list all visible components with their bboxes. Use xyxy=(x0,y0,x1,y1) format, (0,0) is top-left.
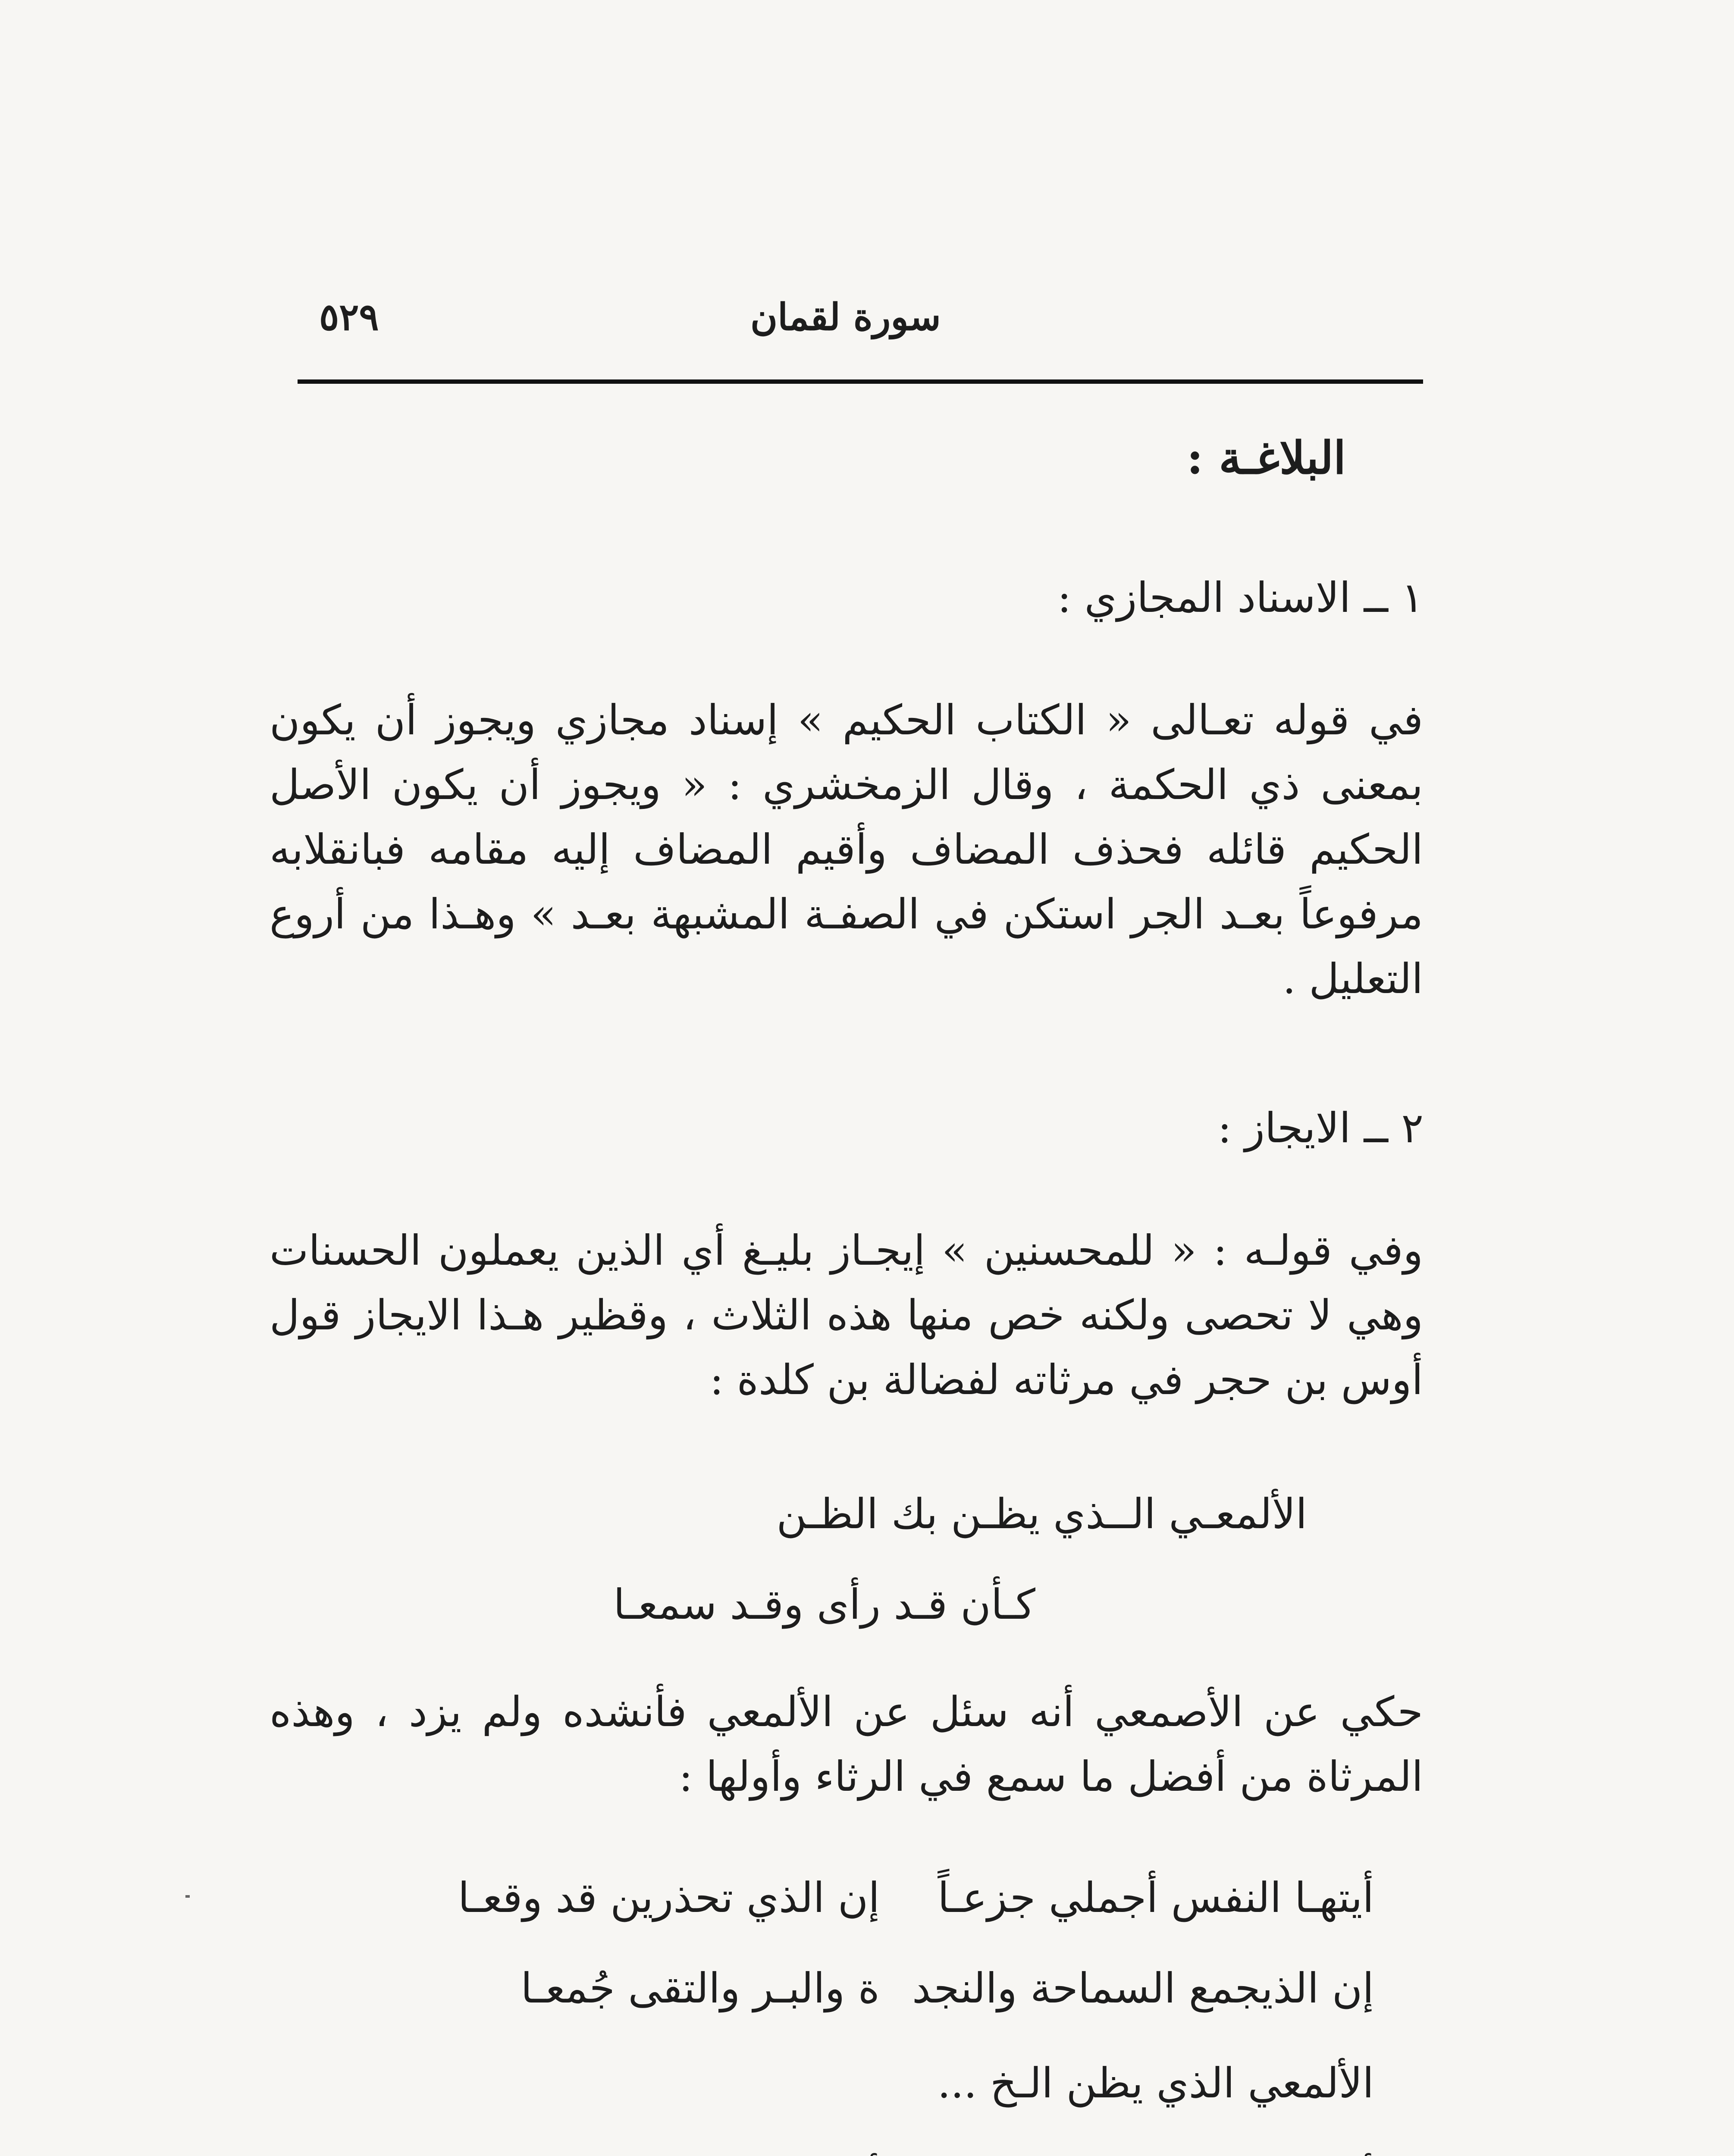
commentary-paragraph: حكي عن الأصمعي أنه سئل عن الألمعي فأنشده ولم يزد ، وهذه المرثاة من أفضل ما سمع في الرثاء وأولها : xyxy=(270,1688,1423,1801)
item2-title: ٢ ــ الايجاز : xyxy=(1217,1104,1424,1152)
item2-paragraph: وفي قولـه : « للمحسنين » إيجـاز بليـغ أي الذين يعملون الحسنات وهي لا تحصى ولكنه خص منها هذه الثلاث ، وقظير هـذا الايجاز قول أوس بن حجر في مرثاته لفضالة بن كلدة : xyxy=(270,1226,1424,1404)
item1-paragraph: في قوله تعـالى « الكتاب الحكيم » إسناد مجازي ويجوز أن يكون بمعنى ذي الحكمة ، وقال الزمخشري : « ويجوز أن يكون الأصل الحكيم قائله فحذف المضاف وأقيم المضاف إليه مقامه فبانقلابه مرفوعاً بعـد الجر استكن في الصفـة المشبهة بعـد » وهـذا من أروع التعليل . xyxy=(270,696,1424,1003)
poem-line-2-first-hemistich: إن الذيجمع السماحة والنجد xyxy=(912,1964,1374,2012)
item1-title: ١ ــ الاسناد المجازي : xyxy=(1057,573,1424,622)
quoted-verse-line1: الألمعـي الــذي يظـن بك الظـن xyxy=(776,1490,1307,1538)
margin-speck xyxy=(185,1895,190,1898)
quoted-verse-line2: كـأن قـد رأى وقـد سمعـا xyxy=(613,1580,1035,1629)
poem-line-1-first-hemistich: أيتهـا النفس أجملي جزعـاً xyxy=(938,1874,1374,1922)
section-heading: البلاغـة : xyxy=(1186,431,1346,484)
poem-line-3-first-hemistich: الألمعي الذي يظن الـخ ... xyxy=(937,2059,1374,2107)
poem-line-1-second-hemistich: إن الذي تحذرين قد وقعـا xyxy=(458,1874,880,1922)
page-header xyxy=(298,276,1423,362)
running-title: سورة لقمان xyxy=(750,295,941,339)
poem-line-2-second-hemistich: ة والبـر والتقى جُمعـا xyxy=(521,1964,880,2012)
page-number: ٥٢٩ xyxy=(319,295,379,339)
header-rule xyxy=(298,379,1423,384)
